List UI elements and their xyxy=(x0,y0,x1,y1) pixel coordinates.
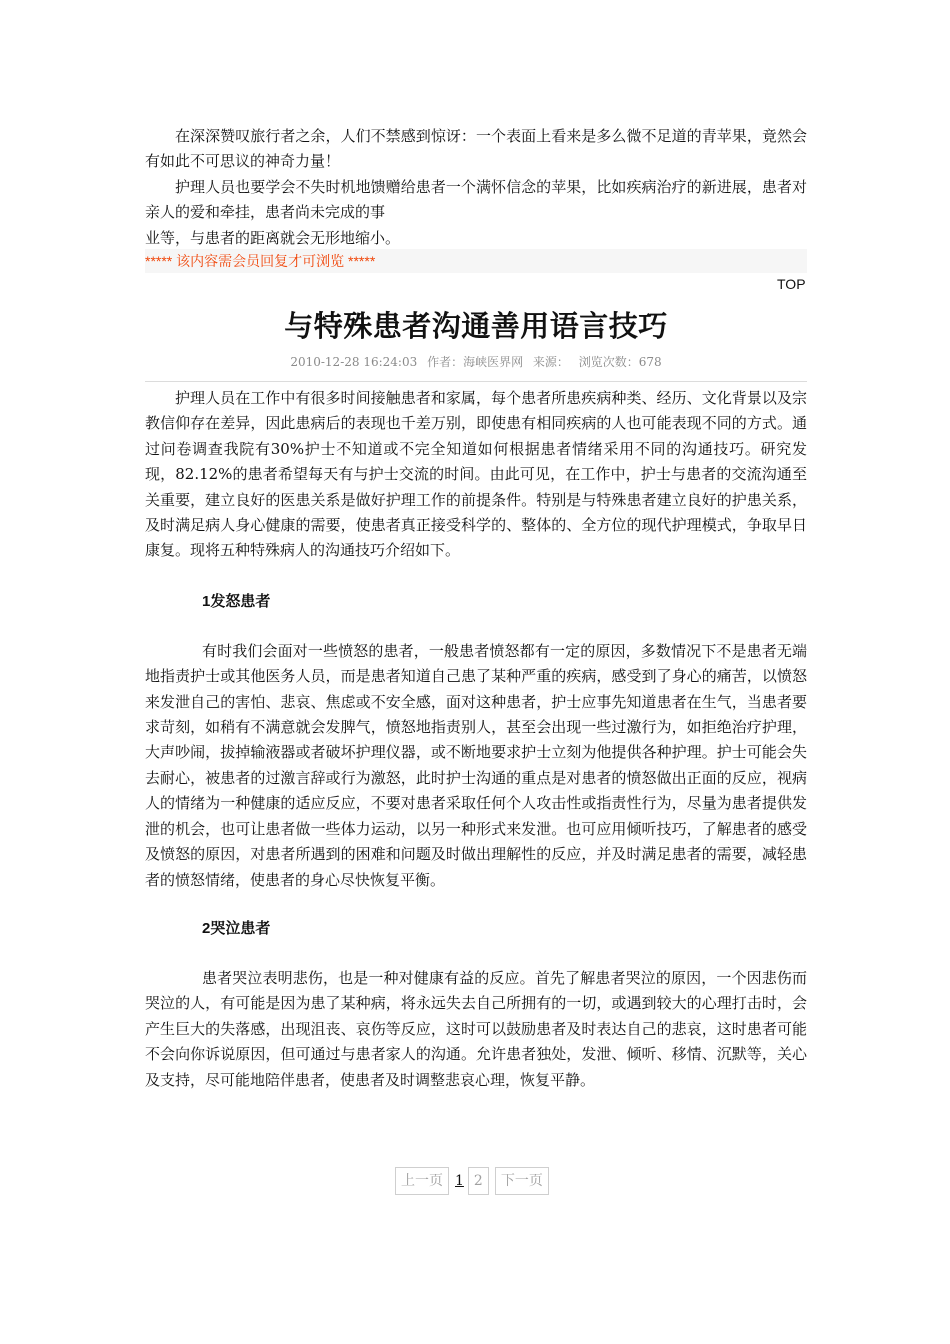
article-meta xyxy=(145,353,807,370)
section-heading-crying: 2哭泣患者 xyxy=(202,919,271,937)
back-to-top-link[interactable]: TOP xyxy=(777,276,806,292)
current-page-number: 1 xyxy=(455,1173,464,1189)
page-2-link[interactable]: 2 xyxy=(468,1167,489,1195)
article-title: 与特殊患者沟通善用语言技巧 xyxy=(284,309,668,343)
article-author: 作者：海峡医界网 xyxy=(427,355,524,369)
intro-paragraph-2: 护理人员也要学会不失时机地馈赠给患者一个满怀信念的苹果，比如疾病治疗的新进展，患者对亲人的爱和牵挂，患者尚未完成的事 xyxy=(145,177,807,222)
article-views: 浏览次数：678 xyxy=(578,355,662,369)
prev-page-button[interactable]: 上一页 xyxy=(395,1167,449,1195)
member-only-notice: ***** 该内容需会员回复才可浏览 ***** xyxy=(145,249,807,273)
intro-paragraph-1: 在深深赞叹旅行者之余，人们不禁感到惊讶：一个表面上看来是多么微不足道的青苹果，竟然会有如此不可思议的神奇力量！ xyxy=(145,127,807,171)
section-heading-angry: 1发怒患者 xyxy=(202,592,271,610)
section-text-angry: 有时我们会面对一些愤怒的患者，一般患者愤怒都有一定的原因，多数情况下不是患者无端地指责护士或其他医务人员，而是患者知道自己患了某种严重的疾病，感受到了身心的痛苦，以愤怒来发泄自己的害怕、悲哀、焦虑或不安全感，面对这种患者，护士应事先知道患者在生气，当患者要求苛刻，如稍有不满意就会发脾气，愤怒地指责别人，甚至会出现一些过激行为，如拒绝治疗护理，大声吵闹，拔掉输液器或者破坏护理仪器，或不断地要求护士立刻为他提供各种护理。护士可能会失去耐心，被患者的过激言辞或行为激怒，此时护士沟通的重点是对患者的愤怒做出正面的反应，视病人的情绪为一种健康的适应反应，不要对患者采取任何个人攻击性或指责性行为，尽量为患者提供发泄的机会，也可让患者做一些体力运动，以另一种形式来发泄。也可应用倾听技巧，了解患者的感受及愤怒的原因，对患者所遇到的困难和问题及时做出理解性的反应，并及时满足患者的需要，减轻患者的愤怒情绪，使患者的身心尽快恢复平衡。 xyxy=(145,641,807,889)
article-body xyxy=(145,386,807,1093)
article-datetime: 2010-12-28 16:24:03 xyxy=(290,355,418,369)
intro-paragraph-3: 业等，与患者的距离就会无形地缩小。 xyxy=(145,228,401,247)
next-page-button[interactable]: 下一页 xyxy=(495,1167,549,1195)
pagination xyxy=(395,1167,553,1195)
intro-block xyxy=(145,124,807,251)
article-source: 来源： xyxy=(532,355,569,369)
lead-paragraph: 护理人员在工作中有很多时间接触患者和家属，每个患者所患疾病种类、经历、文化背景以及宗教信仰存在差异，因此患病后的表现也千差万别，即使患有相同疾病的人也可能表现不同的方式。通过问卷调查我院有30%护士不知道或不完全知道如何根据患者情绪采用不同的沟通技巧。研究发现，82.12%的患者希望每天有与护士交流的时间。由此可见，在工作中，护士与患者的交流沟通至关重要，建立良好的医患关系是做好护理工作的前提条件。特别是与特殊患者建立良好的护患关系，及时满足病人身心健康的需要，使患者真正接受科学的、整体的、全方位的现代护理模式，争取早日康复。现将五种特殊病人的沟通技巧介绍如下。 xyxy=(145,389,807,560)
title-divider xyxy=(145,381,807,382)
section-text-crying: 患者哭泣表明悲伤，也是一种对健康有益的反应。首先了解患者哭泣的原因，一个因悲伤而哭泣的人，有可能是因为患了某种病，将永远失去自己所拥有的一切，或遇到较大的心理打击时，会产生巨大的失落感，出现沮丧、哀伤等反应，这时可以鼓励患者及时表达自己的悲哀，这时患者可能不会向你诉说原因，但可通过与患者家人的沟通。允许患者独处，发泄、倾听、移情、沉默等，关心及支持，尽可能地陪伴患者，使患者及时调整悲哀心理，恢复平静。 xyxy=(145,968,807,1089)
